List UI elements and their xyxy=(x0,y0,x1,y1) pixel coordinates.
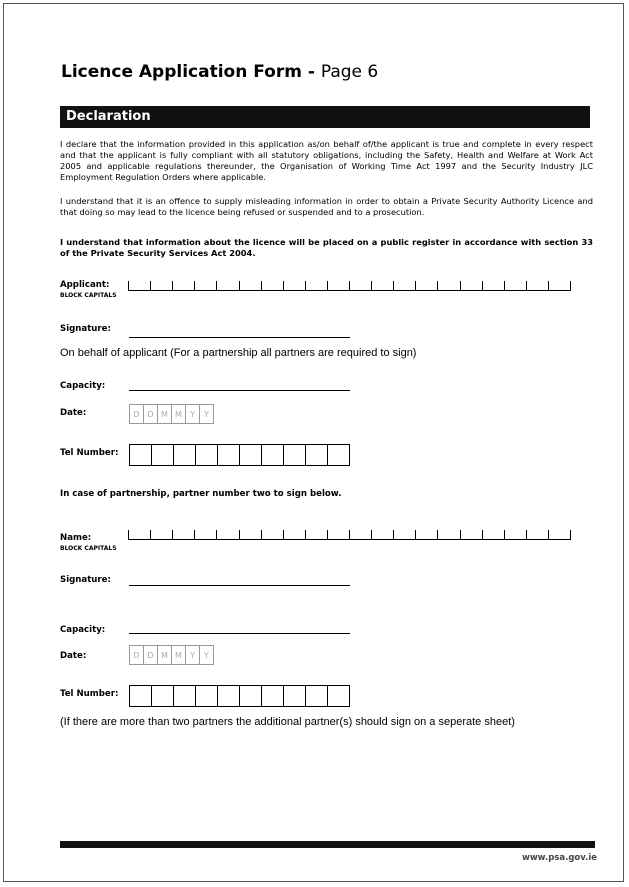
tel-digit-box[interactable] xyxy=(151,685,174,707)
declaration-section-header: Declaration xyxy=(60,106,590,128)
character-tick xyxy=(172,281,173,290)
character-tick xyxy=(504,530,505,539)
additional-partners-note: (If there are more than two partners the additional partner(s) should sign on a seperate sheet) xyxy=(60,716,515,728)
tel-digit-box[interactable] xyxy=(217,685,240,707)
character-tick xyxy=(216,281,217,290)
declaration-paragraph-1: I declare that the information provided in this application as/on behalf of/the applicant is true and complete in every respect and that the applicant is fully compliant with all statutory obligations, including the Safety, Health and Welfare at Work Act 2005 and applicable regulations thereunder, the Organisation of Working Time Act 1997 and the Security Industry JLC Employment Regulation Orders where applicable. xyxy=(60,139,593,182)
character-tick xyxy=(526,530,527,539)
tel-digit-box[interactable] xyxy=(129,444,152,466)
character-tick xyxy=(415,530,416,539)
date-digit-box[interactable]: D xyxy=(143,404,158,424)
declaration-paragraph-2: I understand that it is an offence to supply misleading information in order to obtain a Private Security Authority Licence and that doing so may lead to the licence being refused or suspended and to a prosecution. xyxy=(60,196,593,217)
character-tick xyxy=(305,281,306,290)
tel-digit-box[interactable] xyxy=(327,444,350,466)
character-tick xyxy=(128,281,129,290)
tel-digit-box[interactable] xyxy=(305,444,328,466)
date-digit-box[interactable]: M xyxy=(171,404,186,424)
character-tick xyxy=(570,530,571,539)
date-digit-box[interactable]: D xyxy=(143,645,158,665)
character-tick xyxy=(172,530,173,539)
date-digit-box[interactable]: Y xyxy=(199,404,214,424)
partner-heading: In case of partnership, partner number two to sign below. xyxy=(60,489,342,499)
declaration-paragraph-3: I understand that information about the licence will be placed on a public register in accordance with section 33 of the Private Security Services Act 2004. xyxy=(60,237,593,258)
character-tick xyxy=(305,530,306,539)
character-tick xyxy=(194,281,195,290)
character-tick xyxy=(128,530,129,539)
date-digit-box[interactable]: D xyxy=(129,404,144,424)
character-tick xyxy=(150,530,151,539)
tel-digit-box[interactable] xyxy=(261,685,284,707)
partner-date-field[interactable] xyxy=(129,645,213,665)
tel-digit-box[interactable] xyxy=(195,685,218,707)
character-tick xyxy=(327,530,328,539)
footer-bar xyxy=(60,841,595,848)
character-tick xyxy=(437,530,438,539)
partner-capacity-label: Capacity: xyxy=(60,625,106,635)
date-digit-box[interactable]: M xyxy=(157,645,172,665)
character-tick xyxy=(194,530,195,539)
date-digit-box[interactable]: D xyxy=(129,645,144,665)
partner-capacity-field[interactable] xyxy=(129,633,350,634)
character-tick xyxy=(415,281,416,290)
partner-block-capitals-hint: BLOCK CAPITALS xyxy=(60,545,117,552)
character-tick xyxy=(482,281,483,290)
character-tick xyxy=(261,281,262,290)
character-tick xyxy=(460,281,461,290)
character-tick xyxy=(548,281,549,290)
character-tick xyxy=(393,530,394,539)
page-title xyxy=(61,62,378,82)
character-tick xyxy=(371,530,372,539)
partner-signature-field[interactable] xyxy=(129,585,350,586)
applicant-date-label: Date: xyxy=(60,408,87,418)
tel-digit-box[interactable] xyxy=(261,444,284,466)
character-tick xyxy=(150,281,151,290)
form-title: Licence Application Form - xyxy=(61,62,321,82)
partner-tel-field[interactable] xyxy=(129,685,349,707)
tel-digit-box[interactable] xyxy=(305,685,328,707)
partner-name-field[interactable] xyxy=(128,527,571,540)
character-tick xyxy=(371,281,372,290)
behalf-of-applicant-note: On behalf of applicant (For a partnership all partners are required to sign) xyxy=(60,347,417,359)
date-digit-box[interactable]: Y xyxy=(185,404,200,424)
character-tick xyxy=(349,281,350,290)
character-tick xyxy=(349,530,350,539)
tel-digit-box[interactable] xyxy=(239,685,262,707)
character-tick xyxy=(437,281,438,290)
partner-date-label: Date: xyxy=(60,651,87,661)
partner-tel-label: Tel Number: xyxy=(60,689,119,699)
tel-digit-box[interactable] xyxy=(129,685,152,707)
tel-digit-box[interactable] xyxy=(283,444,306,466)
partner-name-label: Name: xyxy=(60,533,92,543)
applicant-signature-label: Signature: xyxy=(60,324,111,334)
character-tick xyxy=(239,530,240,539)
applicant-tel-label: Tel Number: xyxy=(60,448,119,458)
applicant-tel-field[interactable] xyxy=(129,444,349,466)
page-number-label: Page 6 xyxy=(320,62,379,82)
character-tick xyxy=(283,530,284,539)
tel-digit-box[interactable] xyxy=(173,444,196,466)
character-tick xyxy=(526,281,527,290)
character-tick xyxy=(393,281,394,290)
character-tick xyxy=(327,281,328,290)
tel-digit-box[interactable] xyxy=(217,444,240,466)
character-tick xyxy=(216,530,217,539)
page-border xyxy=(3,3,624,882)
character-tick xyxy=(504,281,505,290)
tel-digit-box[interactable] xyxy=(195,444,218,466)
applicant-capacity-label: Capacity: xyxy=(60,381,106,391)
partner-signature-label: Signature: xyxy=(60,575,111,585)
tel-digit-box[interactable] xyxy=(151,444,174,466)
character-tick xyxy=(460,530,461,539)
applicant-label: Applicant: xyxy=(60,280,110,290)
date-digit-box[interactable]: M xyxy=(157,404,172,424)
applicant-capacity-field[interactable] xyxy=(129,390,350,391)
applicant-name-field[interactable] xyxy=(128,278,571,291)
applicant-block-capitals-hint: BLOCK CAPITALS xyxy=(60,292,117,299)
character-tick xyxy=(482,530,483,539)
character-tick xyxy=(570,281,571,290)
date-digit-box[interactable]: Y xyxy=(185,645,200,665)
character-tick xyxy=(261,530,262,539)
tel-digit-box[interactable] xyxy=(239,444,262,466)
character-tick xyxy=(548,530,549,539)
tel-digit-box[interactable] xyxy=(283,685,306,707)
character-tick xyxy=(239,281,240,290)
character-tick xyxy=(283,281,284,290)
footer-url: www.psa.gov.ie xyxy=(521,853,597,863)
date-digit-box[interactable]: M xyxy=(171,645,186,665)
applicant-signature-field[interactable] xyxy=(129,337,350,338)
date-digit-box[interactable]: Y xyxy=(199,645,214,665)
tel-digit-box[interactable] xyxy=(327,685,350,707)
tel-digit-box[interactable] xyxy=(173,685,196,707)
applicant-date-field[interactable] xyxy=(129,404,213,424)
